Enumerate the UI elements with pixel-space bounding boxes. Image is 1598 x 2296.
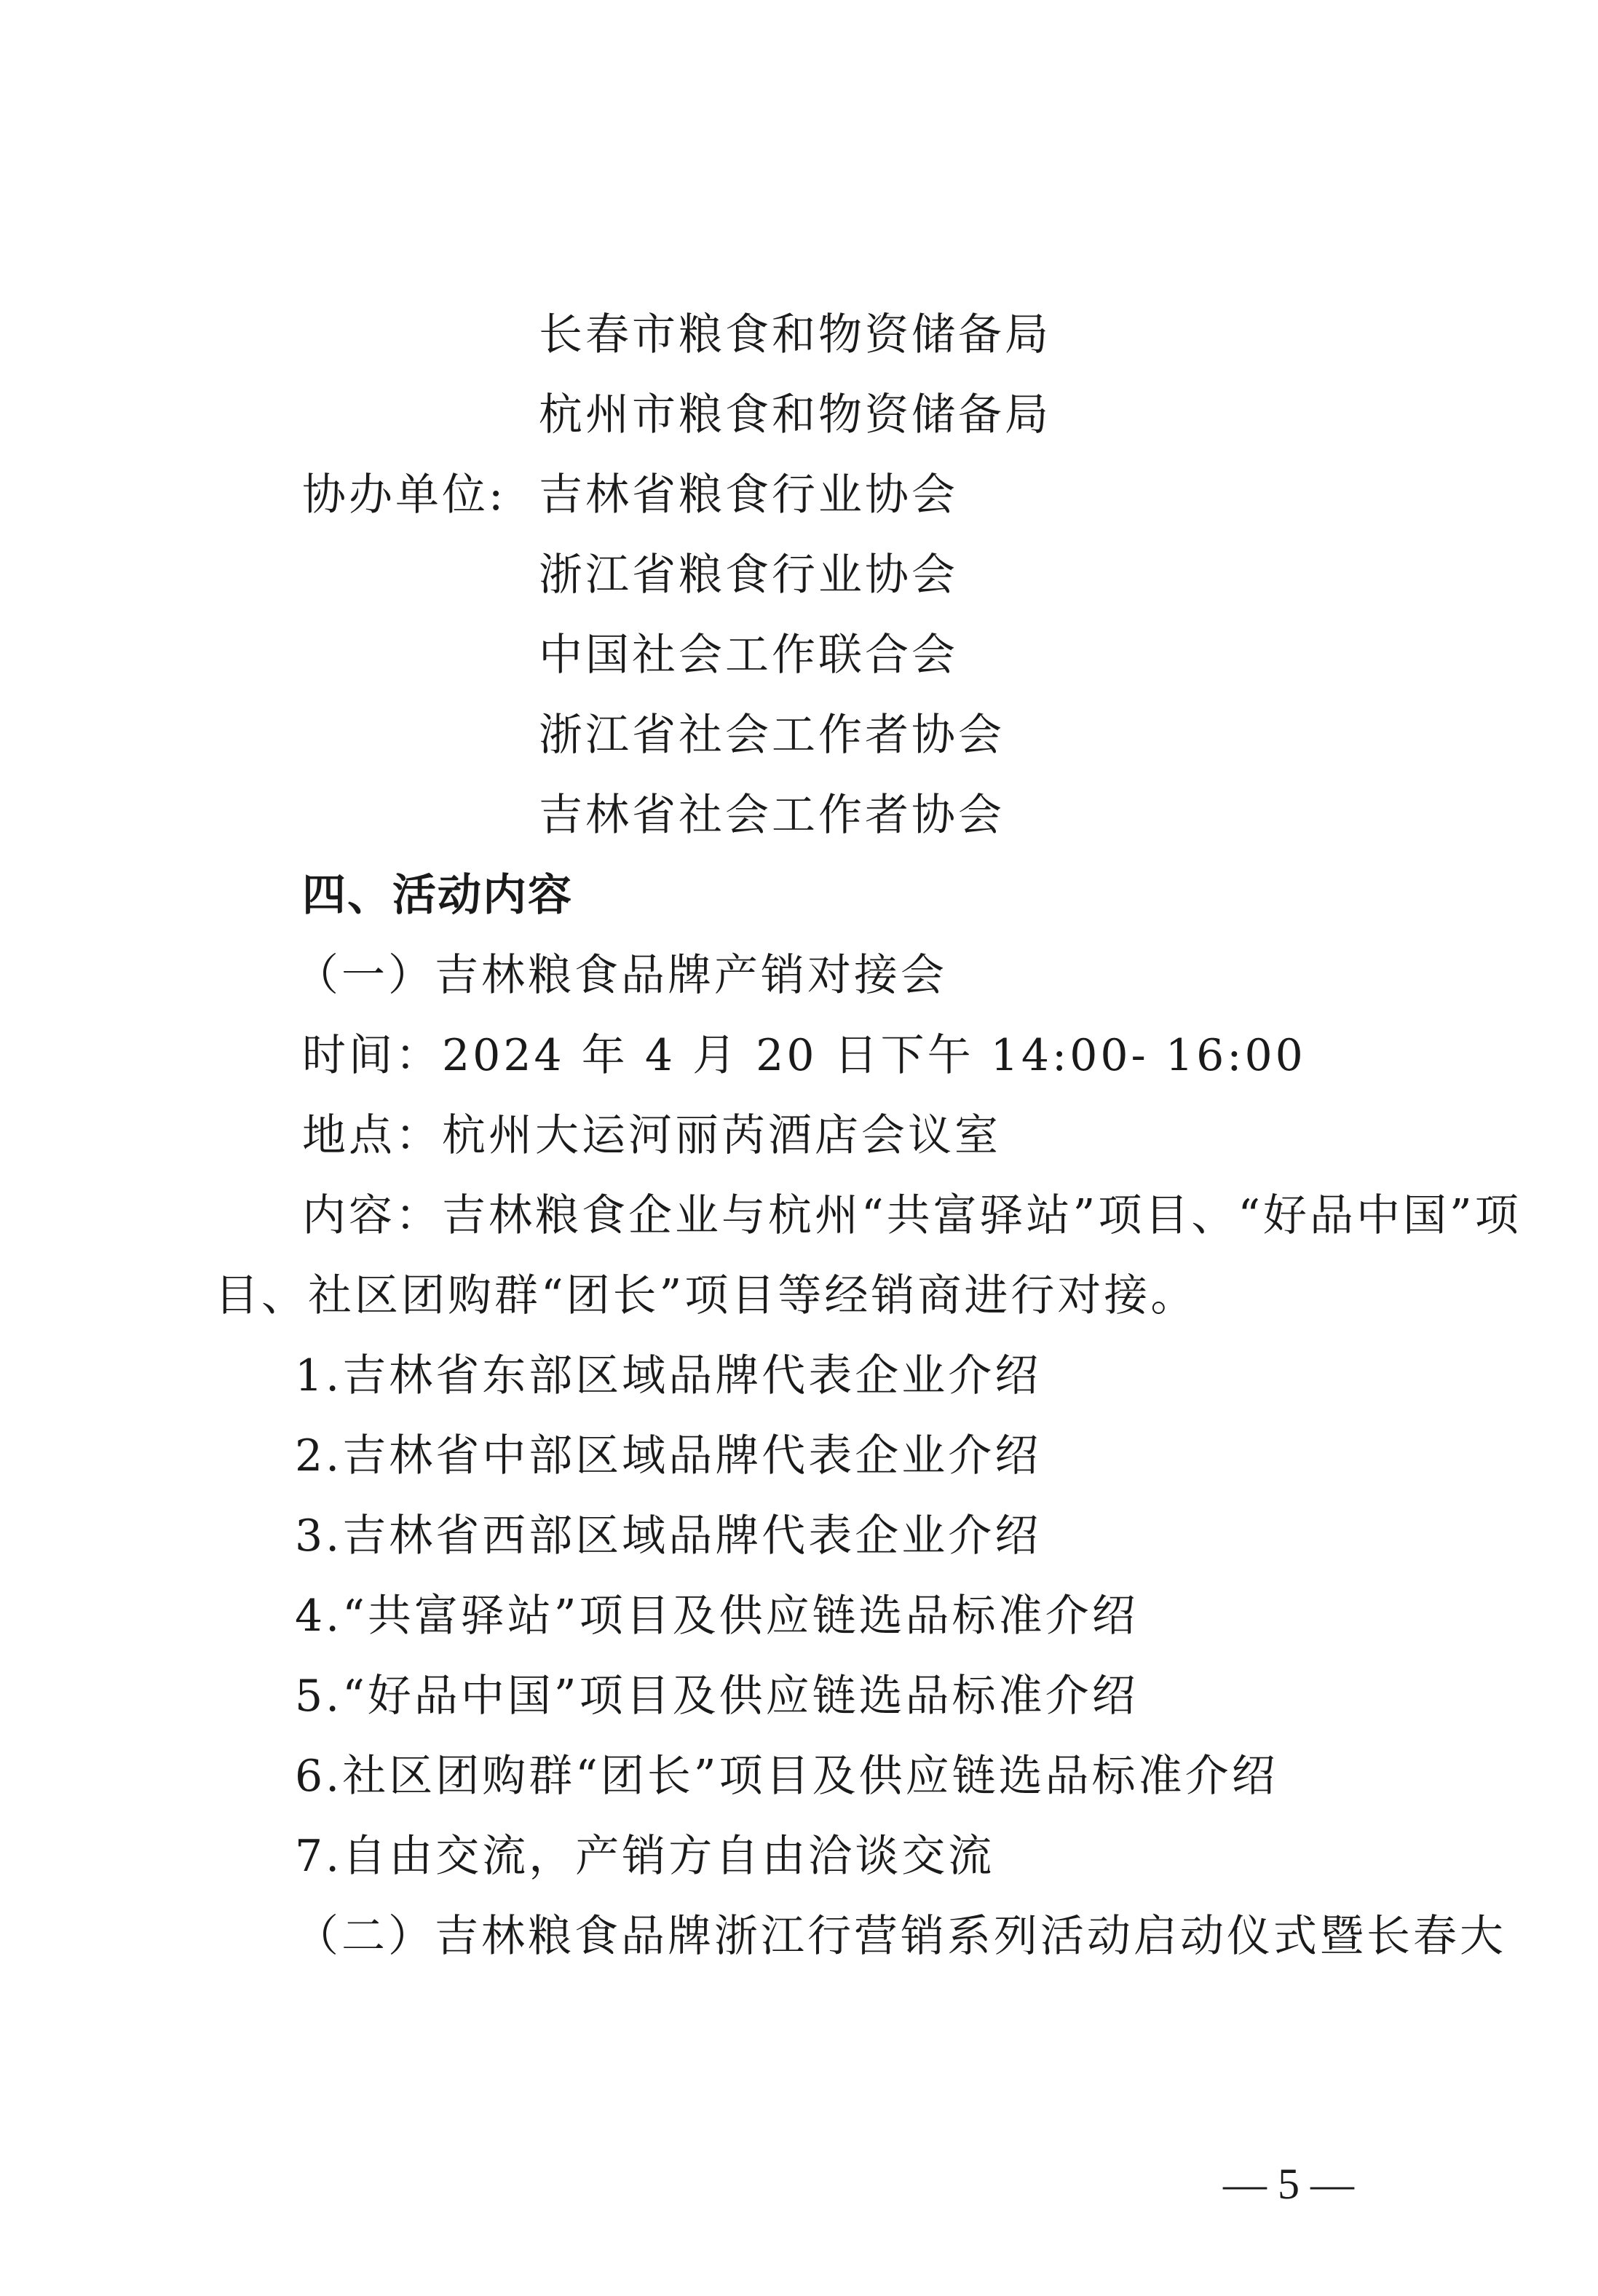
event-time: 时间：2024 年 4 月 20 日下午 14:00- 16:00 (302, 1030, 1306, 1081)
page-number: — 5 — (1223, 2160, 1354, 2208)
co-organizer-jilin-grain-association: 吉林省粮食行业协会 (539, 470, 958, 520)
agenda-item-5: 5.“好品中国”项目及供应链选品标准介绍 (295, 1671, 1139, 1722)
agenda-item-2: 2.吉林省中部区域品牌代表企业介绍 (295, 1430, 1042, 1481)
event-place: 地点：杭州大运河丽芮酒店会议室 (302, 1110, 1001, 1161)
agenda-item-4: 4.“共富驿站”项目及供应链选品标准介绍 (295, 1591, 1139, 1642)
agenda-item-6: 6.社区团购群“团长”项目及供应链选品标准介绍 (295, 1751, 1278, 1802)
section-heading-activities: 四、活动内容 (302, 870, 573, 921)
co-organizer-zhejiang-grain-association: 浙江省粮食行业协会 (539, 550, 958, 601)
agenda-item-1: 1.吉林省东部区域品牌代表企业介绍 (295, 1350, 1042, 1401)
agenda-item-3: 3.吉林省西部区域品牌代表企业介绍 (295, 1511, 1042, 1561)
event-content-line-2: 目、社区团购群“团长”项目等经销商进行对接。 (215, 1270, 1198, 1321)
host-unit-changchun: 长春市粮食和物资储备局 (539, 309, 1051, 360)
event-content-line-1: 内容：吉林粮食企业与杭州“共富驿站”项目、“好品中国”项 (302, 1190, 1522, 1241)
co-organizer-label: 协办单位: (302, 470, 507, 520)
co-organizer-jilin-social-workers-association: 吉林省社会工作者协会 (539, 790, 1005, 841)
subsection-title-1: （一）吉林粮食品牌产销对接会 (295, 950, 947, 1001)
co-organizer-zhejiang-social-workers-association: 浙江省社会工作者协会 (539, 710, 1005, 761)
co-organizer-china-social-work-federation: 中国社会工作联合会 (539, 630, 958, 681)
host-unit-hangzhou: 杭州市粮食和物资储备局 (539, 389, 1051, 440)
agenda-item-7: 7.自由交流，产销方自由洽谈交流 (295, 1831, 995, 1882)
subsection-title-2: （二）吉林粮食品牌浙江行营销系列活动启动仪式暨长春大 (295, 1911, 1506, 1962)
